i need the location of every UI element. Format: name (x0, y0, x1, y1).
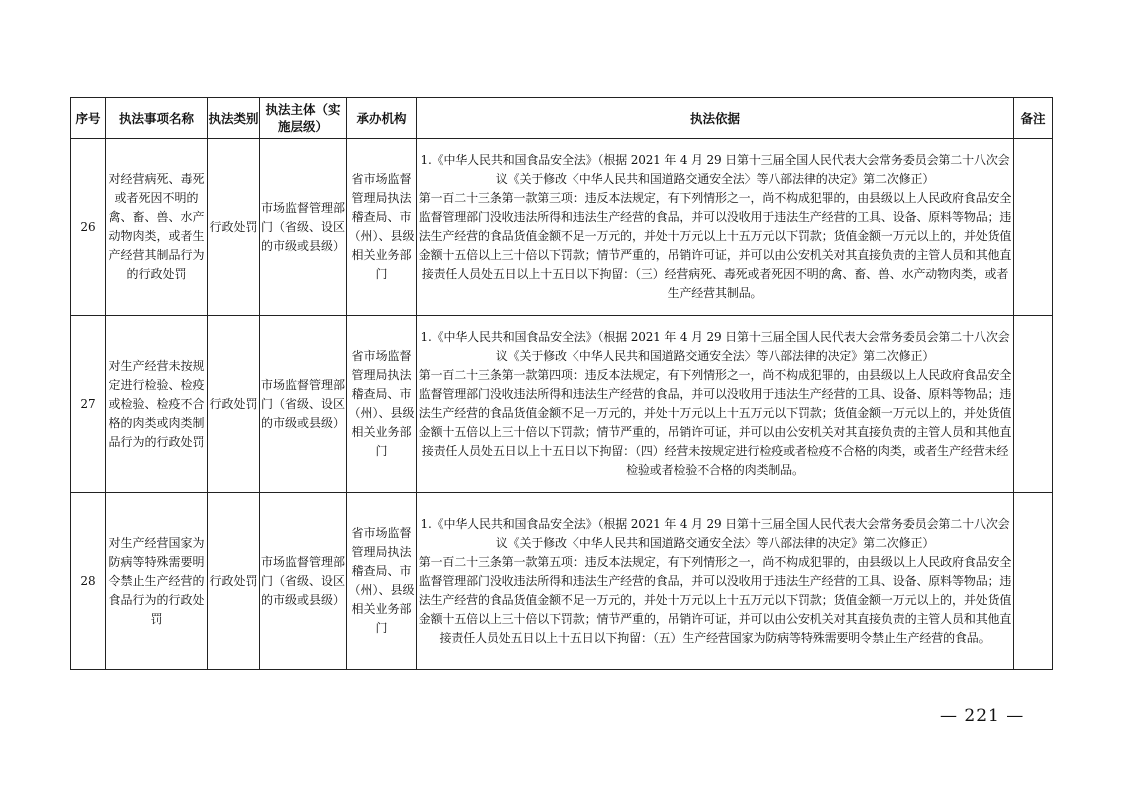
cell-note (1014, 316, 1053, 493)
cell-subject: 市场监督管理部门（省级、设区的市级或县级） (260, 316, 347, 493)
cell-subject: 市场监督管理部门（省级、设区的市级或县级） (260, 139, 347, 316)
cell-basis (417, 316, 1014, 493)
cell-name: 对生产经营未按规定进行检验、检疫或检验、检疫不合格的肉类或肉类制品行为的行政处罚 (106, 316, 208, 493)
cell-note (1014, 493, 1053, 670)
cell-category: 行政处罚 (208, 493, 260, 670)
table-row (71, 139, 1053, 316)
cell-name: 对经营病死、毒死或者死因不明的禽、畜、兽、水产动物肉类，或者生产经营其制品行为的行政处罚 (106, 139, 208, 316)
cell-name: 对生产经营国家为防病等特殊需要明令禁止生产经营的食品行为的行政处罚 (106, 493, 208, 670)
cell-org: 省市场监督管理局执法稽查局、市（州）、县级相关业务部门 (347, 493, 417, 670)
header-category: 执法类别 (208, 98, 260, 139)
header-name: 执法事项名称 (106, 98, 208, 139)
cell-subject: 市场监督管理部门（省级、设区的市级或县级） (260, 493, 347, 670)
cell-seq: 28 (71, 493, 106, 670)
header-seq: 序号 (71, 98, 106, 139)
cell-basis (417, 139, 1014, 316)
basis-text: 1.《中华人民共和国食品安全法》（根据 2021 年 4 月 29 日第十三届全国人民代表大会常务委员会第二十八次会议《关于修改〈中华人民共和国道路交通安全法〉等八部法律的决定》第二次修正） 第一百二十三条第一款第四项：违反本法规定，有下列情形之一，尚不构成犯罪的，由县级以上人民政府食品安全监督管理部门没收违法所得和违法生产经营的食品，并可以没收用于违法生产经营的工具、设备、原料等物品；违法生产经营的食品货值金额不足一万元的，并处十万元以上十五万元以下罚款；货值金额一万元以上的，并处货值金额十五倍以上三十倍以下罚款；情节严重的，吊销许可证，并可以由公安机关对其直接负责的主管人员和其他直接责任人员处五日以上十五日以下拘留：（四）经营未按规定进行检疫或者检疫不合格的肉类，或者生产经营未经检验或者检验不合格的肉类制品。 (418, 330, 1012, 477)
cell-seq: 26 (71, 139, 106, 316)
basis-text: 1.《中华人民共和国食品安全法》（根据 2021 年 4 月 29 日第十三届全国人民代表大会常务委员会第二十八次会议《关于修改〈中华人民共和国道路交通安全法〉等八部法律的决定》第二次修正） 第一百二十三条第一款第三项：违反本法规定，有下列情形之一，尚不构成犯罪的，由县级以上人民政府食品安全监督管理部门没收违法所得和违法生产经营的食品，并可以没收用于违法生产经营的工具、设备、原料等物品；违法生产经营的食品货值金额不足一万元的，并处十万元以上十五万元以下罚款；货值金额一万元以上的，并处货值金额十五倍以上三十倍以下罚款；情节严重的，吊销许可证，并可以由公安机关对其直接负责的主管人员和其他直接责任人员处五日以上十五日以下拘留：（三）经营病死、毒死或者死因不明的禽、畜、兽、水产动物肉类，或者生产经营其制品。 (418, 153, 1012, 300)
cell-category: 行政处罚 (208, 316, 260, 493)
table-row (71, 316, 1053, 493)
header-note: 备注 (1014, 98, 1053, 139)
header-basis: 执法依据 (417, 98, 1014, 139)
page-number: — 221 — (940, 706, 1025, 726)
header-row (71, 98, 1053, 139)
cell-seq: 27 (71, 316, 106, 493)
cell-org: 省市场监督管理局执法稽查局、市（州）、县级相关业务部门 (347, 316, 417, 493)
cell-basis (417, 493, 1014, 670)
header-subject: 执法主体（实施层级） (260, 98, 347, 139)
cell-category: 行政处罚 (208, 139, 260, 316)
cell-org: 省市场监督管理局执法稽查局、市（州）、县级相关业务部门 (347, 139, 417, 316)
enforcement-table (70, 97, 1053, 670)
table-row (71, 493, 1053, 670)
cell-note (1014, 139, 1053, 316)
header-org: 承办机构 (347, 98, 417, 139)
basis-text: 1.《中华人民共和国食品安全法》（根据 2021 年 4 月 29 日第十三届全国人民代表大会常务委员会第二十八次会议《关于修改〈中华人民共和国道路交通安全法〉等八部法律的决定》第二次修正） 第一百二十三条第一款第五项：违反本法规定，有下列情形之一，尚不构成犯罪的，由县级以上人民政府食品安全监督管理部门没收违法所得和违法生产经营的食品，并可以没收用于违法生产经营的工具、设备、原料等物品；违法生产经营的食品货值金额不足一万元的，并处十万元以上十五万元以下罚款；货值金额一万元以上的，并处货值金额十五倍以上三十倍以下罚款；情节严重的，吊销许可证，并可以由公安机关对其直接负责的主管人员和其他直接责任人员处五日以上十五日以下拘留：（五）生产经营国家为防病等特殊需要明令禁止生产经营的食品。 (418, 516, 1012, 645)
